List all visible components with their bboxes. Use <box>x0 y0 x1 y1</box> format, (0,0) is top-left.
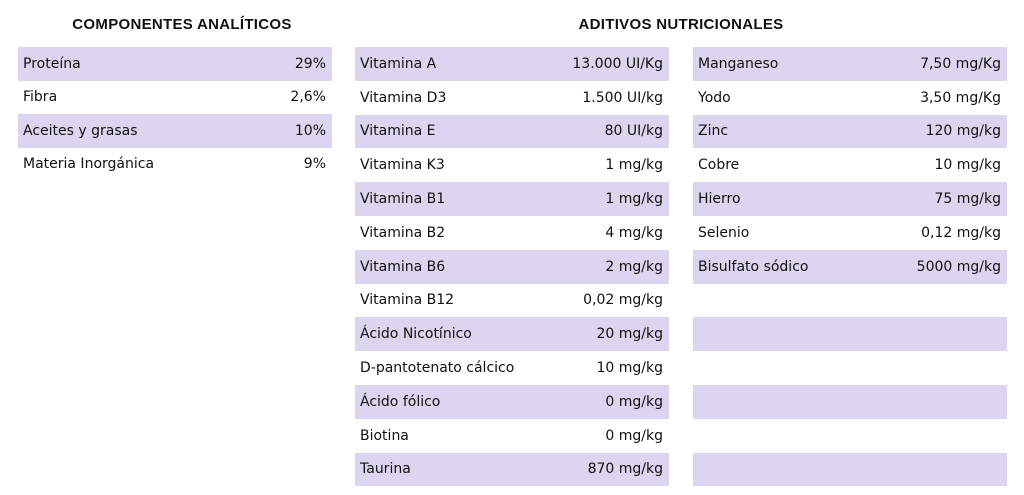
table-row <box>18 148 332 182</box>
row-label: Biotina <box>360 427 409 444</box>
row-label: Manganeso <box>698 55 779 72</box>
row-label: Materia Inorgánica <box>23 156 155 173</box>
table-row <box>355 284 669 318</box>
row-value: 2 mg/kg <box>605 258 663 275</box>
table-row <box>18 114 332 148</box>
table-row <box>355 453 669 487</box>
row-value: 0 mg/kg <box>605 427 663 444</box>
row-value: 120 mg/kg <box>925 123 1001 140</box>
table-row <box>355 317 669 351</box>
analytical-components-title: COMPONENTES ANALÍTICOS <box>72 16 292 33</box>
table-row <box>693 351 1007 385</box>
row-value: 75 mg/kg <box>934 191 1001 208</box>
row-label: Ácido Nicotínico <box>360 326 472 343</box>
table-row <box>693 47 1007 81</box>
row-value: 3,50 mg/Kg <box>920 89 1001 106</box>
table-row <box>18 47 332 81</box>
row-label: Fibra <box>23 89 58 106</box>
table-row <box>355 351 669 385</box>
table-row <box>693 284 1007 318</box>
row-label: Proteína <box>23 55 81 72</box>
row-label: D-pantotenato cálcico <box>360 360 515 377</box>
row-value: 1.500 UI/kg <box>582 89 663 106</box>
row-value: 7,50 mg/Kg <box>920 55 1001 72</box>
table-row <box>693 317 1007 351</box>
row-value: 1 mg/kg <box>605 191 663 208</box>
table-row <box>693 115 1007 149</box>
row-label: Ácido fólico <box>360 393 441 410</box>
row-label: Vitamina B1 <box>360 191 446 208</box>
table-row <box>693 419 1007 453</box>
row-value: 10 mg/kg <box>934 157 1001 174</box>
table-row <box>355 216 669 250</box>
table-row <box>693 453 1007 487</box>
analytical-components-table <box>18 47 332 181</box>
row-value: 4 mg/kg <box>605 224 663 241</box>
table-row <box>693 250 1007 284</box>
table-row <box>355 47 669 81</box>
row-value: 13.000 UI/Kg <box>572 55 663 72</box>
nutritional-additives-title: ADITIVOS NUTRICIONALES <box>578 16 784 33</box>
row-value: 29% <box>294 55 326 72</box>
row-label: Vitamina B12 <box>360 292 455 309</box>
row-label: Yodo <box>698 89 731 106</box>
row-value: 5000 mg/kg <box>916 258 1001 275</box>
row-label: Aceites y grasas <box>23 122 138 139</box>
row-label: Zinc <box>698 123 729 140</box>
row-label: Selenio <box>698 224 750 241</box>
table-row <box>693 216 1007 250</box>
minerals-table <box>693 47 1007 486</box>
row-label: Cobre <box>698 157 740 174</box>
row-value: 2,6% <box>290 89 326 106</box>
row-value: 0,12 mg/kg <box>921 224 1001 241</box>
table-row <box>355 148 669 182</box>
row-value: 870 mg/kg <box>587 461 663 478</box>
table-row <box>693 182 1007 216</box>
table-row <box>355 250 669 284</box>
row-label: Bisulfato sódico <box>698 258 809 275</box>
row-value: 10% <box>294 122 326 139</box>
row-value: 1 mg/kg <box>605 157 663 174</box>
row-label: Vitamina E <box>360 123 436 140</box>
table-row <box>18 81 332 115</box>
row-value: 20 mg/kg <box>596 326 663 343</box>
row-value: 9% <box>303 156 326 173</box>
table-row <box>693 81 1007 115</box>
row-value: 0,02 mg/kg <box>583 292 663 309</box>
row-label: Hierro <box>698 191 741 208</box>
row-label: Vitamina B6 <box>360 258 446 275</box>
row-label: Vitamina A <box>360 55 437 72</box>
row-value: 10 mg/kg <box>596 360 663 377</box>
table-row <box>693 148 1007 182</box>
row-label: Vitamina K3 <box>360 157 445 174</box>
row-label: Taurina <box>360 461 411 478</box>
row-label: Vitamina D3 <box>360 89 447 106</box>
row-value: 80 UI/kg <box>604 123 663 140</box>
table-row <box>355 419 669 453</box>
row-value: 0 mg/kg <box>605 393 663 410</box>
table-row <box>693 385 1007 419</box>
row-label: Vitamina B2 <box>360 224 446 241</box>
table-row <box>355 182 669 216</box>
vitamins-table <box>355 47 669 486</box>
table-row <box>355 385 669 419</box>
table-row <box>355 115 669 149</box>
table-row <box>355 81 669 115</box>
